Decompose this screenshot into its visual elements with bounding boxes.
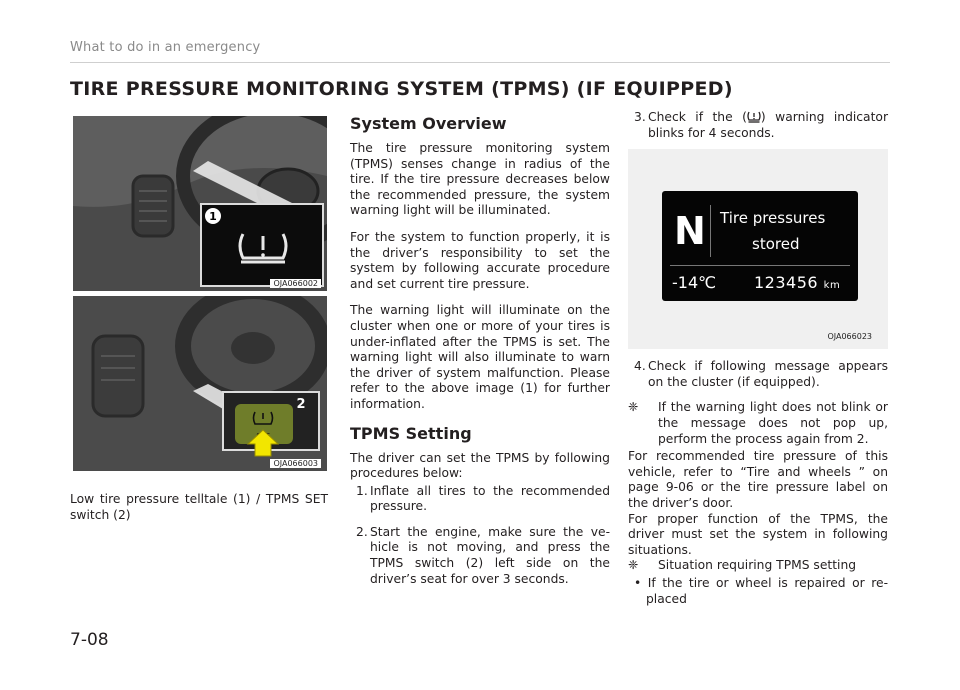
cluster-display-figure <box>628 149 888 349</box>
overview-paragraph-2: For the system to function properly, it is the driver’s responsibility to set the system by following accurate procedure and set current tire pressure. <box>350 229 610 291</box>
setting-intro: The driver can set the TPMS by following procedures below: <box>350 450 610 481</box>
heading-tpms-setting: TPMS Setting <box>350 423 472 443</box>
display-message-line-2: stored <box>752 235 800 254</box>
figure-caption: Low tire pressure telltale (1) / TPMS SET switch (2) <box>70 492 328 522</box>
figure-code: OJA066002 <box>270 279 321 288</box>
outside-temperature: -14℃ <box>672 273 717 293</box>
figure-code: OJA066003 <box>270 459 321 468</box>
right-column <box>628 110 888 607</box>
figure-code: OJA066023 <box>827 332 872 342</box>
dashboard-illustration <box>73 116 327 291</box>
gear-indicator: N <box>674 209 706 254</box>
odometer-unit: km <box>823 280 841 292</box>
section-header: What to do in an emergency <box>70 40 261 55</box>
steering-illustration <box>73 296 327 471</box>
display-divider <box>670 265 850 266</box>
heading-system-overview: System Overview <box>350 114 507 133</box>
note-situation: ❈ Situation requiring TPMS setting <box>628 558 857 573</box>
step-4: 4. Check if following message appears on the cluster (if equipped). <box>634 359 888 389</box>
bullet-tire-repaired: • If the tire or wheel is repaired or replaced <box>634 575 888 606</box>
note-mark-icon: ❈ <box>628 558 639 573</box>
note-retry: ❈ If the warning light does not blink or the message does not pop up, perform the process again from 2. <box>628 400 888 446</box>
paragraph-proper-function: For proper function of the TPMS, the driver must set the system in following situations. <box>628 511 888 557</box>
tpms-warning-icon <box>747 110 761 123</box>
middle-column <box>350 114 610 597</box>
callout-2-label: 2 <box>296 397 306 412</box>
setting-steps <box>350 484 610 588</box>
header-divider <box>70 62 890 63</box>
overview-paragraph-3: The warning light will illuminate on the cluster when one or more of your tires is under-inflated after the TPMS is set. The warning light will also illuminate to warn the driver of system malfunction. Please refer to the above image (1) for further information. <box>350 303 610 411</box>
overview-paragraph-1: The tire pressure monitoring system (TPMS) senses change in radius of the tire. If the tire pressure decreases below the recommended pressure, the system warning light will be illuminated. <box>350 141 610 218</box>
setting-steps-continued <box>628 110 888 141</box>
step-3: 3. Check if the ( ) warning indicator blinks for 4 seconds. <box>634 110 888 140</box>
setting-steps-continued-2 <box>628 359 888 390</box>
figure-tpms-set-switch <box>73 296 327 471</box>
display-message-line-1: Tire pressures <box>720 209 826 228</box>
display-divider <box>710 205 711 257</box>
page-title: TIRE PRESSURE MONITORING SYSTEM (TPMS) (IF EQUIPPED) <box>70 78 733 100</box>
figure-tpms-telltale <box>73 116 327 291</box>
step-2: 2. Start the engine, make sure the vehicle is not moving, and press the TPMS switch (2) left side on the driver’s seat for over 3 seconds. <box>356 524 610 586</box>
note-mark-icon: ❈ <box>628 400 639 415</box>
cluster-display <box>662 191 858 301</box>
page-number: 7-08 <box>70 630 109 650</box>
step-1: 1. Inflate all tires to the recommended pressure. <box>356 483 610 514</box>
callout-1-label: 1 <box>209 210 217 223</box>
paragraph-recommended-pressure: For recommended tire pressure of this vehicle, refer to “Tire and wheels ” on page 9-06 or the tire pressure label on the driver’s door. <box>628 449 888 510</box>
odometer: 123456 km <box>754 273 841 293</box>
